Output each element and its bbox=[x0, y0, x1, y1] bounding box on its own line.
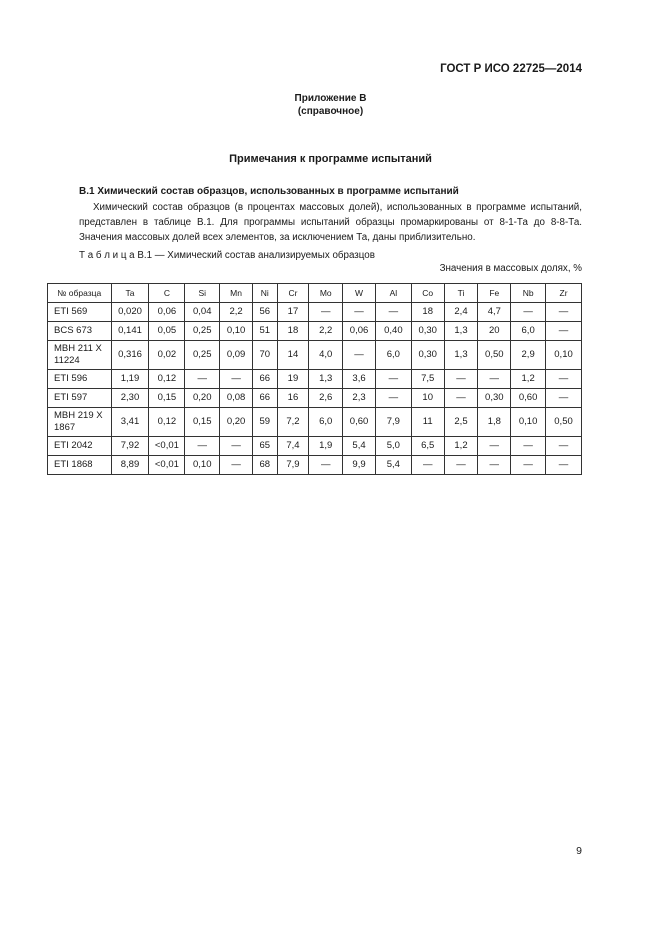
sample-name-cell: MBH 211 X 11224 bbox=[48, 341, 112, 370]
table-header-row bbox=[48, 284, 582, 303]
table-cell: — bbox=[478, 437, 511, 456]
table-cell: 7,5 bbox=[411, 370, 444, 389]
column-header: Ti bbox=[444, 284, 478, 303]
column-header: Ta bbox=[111, 284, 149, 303]
table-cell: 14 bbox=[277, 341, 309, 370]
table-cell: — bbox=[185, 370, 220, 389]
table-cell: 2,30 bbox=[111, 389, 149, 408]
table-cell: — bbox=[343, 341, 376, 370]
table-cell: 18 bbox=[411, 303, 444, 322]
table-cell: 0,06 bbox=[149, 303, 185, 322]
table-cell: — bbox=[546, 437, 582, 456]
table-cell: 7,9 bbox=[277, 456, 309, 475]
table-cell: 7,92 bbox=[111, 437, 149, 456]
table-cell: 1,3 bbox=[444, 341, 478, 370]
paragraph bbox=[79, 200, 582, 245]
table-cell: 6,0 bbox=[511, 322, 546, 341]
table-cell: — bbox=[511, 456, 546, 475]
table-cell: 19 bbox=[277, 370, 309, 389]
column-header: W bbox=[343, 284, 376, 303]
table-cell: 0,15 bbox=[149, 389, 185, 408]
table-cell: 1,2 bbox=[511, 370, 546, 389]
table-cell: 0,10 bbox=[185, 456, 220, 475]
table-cell: 0,141 bbox=[111, 322, 149, 341]
column-header: Mo bbox=[309, 284, 343, 303]
table-cell: — bbox=[343, 303, 376, 322]
table-cell: 2,2 bbox=[220, 303, 253, 322]
table-cell: — bbox=[220, 456, 253, 475]
table-cell: 0,15 bbox=[185, 408, 220, 437]
table-cell: 0,30 bbox=[411, 341, 444, 370]
table-cell: 0,04 bbox=[185, 303, 220, 322]
sample-name-cell: MBH 219 X 1867 bbox=[48, 408, 112, 437]
sample-name-cell: ETI 1868 bbox=[48, 456, 112, 475]
table-cell: 0,20 bbox=[220, 408, 253, 437]
table-cell: 5,4 bbox=[343, 437, 376, 456]
table-cell: 0,12 bbox=[149, 370, 185, 389]
table-cell: 65 bbox=[252, 437, 277, 456]
table-cell: 66 bbox=[252, 370, 277, 389]
table-cell: 6,0 bbox=[375, 341, 411, 370]
table-cell: — bbox=[220, 437, 253, 456]
sample-name-cell: ETI 597 bbox=[48, 389, 112, 408]
table-cell: 2,4 bbox=[444, 303, 478, 322]
table-cell: — bbox=[309, 303, 343, 322]
table-cell: 2,3 bbox=[343, 389, 376, 408]
subsection-heading: В.1 Химический состав образцов, использованных в программе испытаний bbox=[79, 186, 459, 197]
table-cell: 0,09 bbox=[220, 341, 253, 370]
table-body bbox=[48, 303, 582, 475]
appendix-title: Приложение В bbox=[294, 93, 367, 104]
table-cell: 1,8 bbox=[478, 408, 511, 437]
table-cell: 1,2 bbox=[444, 437, 478, 456]
table-cell: 0,316 bbox=[111, 341, 149, 370]
table-row bbox=[48, 303, 582, 322]
column-header: Cr bbox=[277, 284, 309, 303]
table-cell: — bbox=[546, 370, 582, 389]
table-cell: 0,25 bbox=[185, 322, 220, 341]
page-number: 9 bbox=[576, 845, 582, 857]
table-row bbox=[48, 456, 582, 475]
appendix-heading bbox=[0, 92, 661, 118]
column-header: № образца bbox=[48, 284, 112, 303]
table-cell: — bbox=[444, 389, 478, 408]
table-cell: 17 bbox=[277, 303, 309, 322]
table-cell: 7,2 bbox=[277, 408, 309, 437]
table-cell: — bbox=[546, 322, 582, 341]
table-cell: 0,60 bbox=[343, 408, 376, 437]
table-cell: 5,4 bbox=[375, 456, 411, 475]
sample-name-cell: ETI 2042 bbox=[48, 437, 112, 456]
table-cell: 5,0 bbox=[375, 437, 411, 456]
table-cell: <0,01 bbox=[149, 456, 185, 475]
column-header: Ni bbox=[252, 284, 277, 303]
table-row bbox=[48, 370, 582, 389]
table-cell: 11 bbox=[411, 408, 444, 437]
appendix-note: (справочное) bbox=[297, 106, 364, 117]
column-header: Zr bbox=[546, 284, 582, 303]
table-cell: — bbox=[511, 437, 546, 456]
table-row bbox=[48, 341, 582, 370]
table-cell: 66 bbox=[252, 389, 277, 408]
table-cell: 0,10 bbox=[220, 322, 253, 341]
table-cell: — bbox=[375, 370, 411, 389]
sample-name-cell: ETI 569 bbox=[48, 303, 112, 322]
table-cell: 0,50 bbox=[478, 341, 511, 370]
table-cell: 10 bbox=[411, 389, 444, 408]
table-cell: 0,50 bbox=[546, 408, 582, 437]
table-cell: 7,9 bbox=[375, 408, 411, 437]
table-cell: 2,9 bbox=[511, 341, 546, 370]
table-cell: 0,12 bbox=[149, 408, 185, 437]
table-cell: <0,01 bbox=[149, 437, 185, 456]
column-header: Mn bbox=[220, 284, 253, 303]
table-cell: — bbox=[546, 456, 582, 475]
table-cell: 3,6 bbox=[343, 370, 376, 389]
table-row bbox=[48, 322, 582, 341]
table-cell: 70 bbox=[252, 341, 277, 370]
table-cell: 0,60 bbox=[511, 389, 546, 408]
table-cell: 0,30 bbox=[478, 389, 511, 408]
composition-table bbox=[47, 283, 582, 475]
table-cell: 16 bbox=[277, 389, 309, 408]
column-header: C bbox=[149, 284, 185, 303]
table-cell: 0,20 bbox=[185, 389, 220, 408]
table-cell: 3,41 bbox=[111, 408, 149, 437]
table-cell: — bbox=[375, 389, 411, 408]
table-cell: — bbox=[511, 303, 546, 322]
column-header: Al bbox=[375, 284, 411, 303]
table-cell: 0,06 bbox=[343, 322, 376, 341]
table-caption: Т а б л и ц а В.1 — Химический состав анализируемых образцов bbox=[79, 250, 375, 261]
table-cell: — bbox=[185, 437, 220, 456]
table-cell: — bbox=[444, 456, 478, 475]
table-cell: 2,5 bbox=[444, 408, 478, 437]
table-cell: — bbox=[375, 303, 411, 322]
table-cell: 68 bbox=[252, 456, 277, 475]
table-cell: 56 bbox=[252, 303, 277, 322]
table-cell: 1,3 bbox=[444, 322, 478, 341]
table-cell: — bbox=[411, 456, 444, 475]
table-cell: 0,02 bbox=[149, 341, 185, 370]
table-cell: 6,0 bbox=[309, 408, 343, 437]
table-cell: — bbox=[478, 370, 511, 389]
table-cell: — bbox=[220, 370, 253, 389]
table-cell: 7,4 bbox=[277, 437, 309, 456]
column-header: Nb bbox=[511, 284, 546, 303]
table-row bbox=[48, 437, 582, 456]
table-cell: 4,0 bbox=[309, 341, 343, 370]
standard-code: ГОСТ Р ИСО 22725—2014 bbox=[440, 63, 582, 75]
column-header: Fe bbox=[478, 284, 511, 303]
table-cell: — bbox=[546, 303, 582, 322]
table-cell: 0,05 bbox=[149, 322, 185, 341]
sample-name-cell: ETI 596 bbox=[48, 370, 112, 389]
table-cell: 0,10 bbox=[546, 341, 582, 370]
table-cell: 51 bbox=[252, 322, 277, 341]
table-cell: 0,40 bbox=[375, 322, 411, 341]
table-cell: 1,19 bbox=[111, 370, 149, 389]
table-cell: 0,25 bbox=[185, 341, 220, 370]
table-cell: — bbox=[444, 370, 478, 389]
column-header: Co bbox=[411, 284, 444, 303]
table-cell: — bbox=[546, 389, 582, 408]
table-cell: 8,89 bbox=[111, 456, 149, 475]
paragraph-text: Химический состав образцов (в процентах массовых долей), использованных в программе испытаний, представлен в таблице В.1. Для программы испытаний образцы промаркированы от 8-1-Та до 8-8-Та. Значения массовых долей всех элементов, за исключением Та, даны приблизительно. bbox=[79, 202, 582, 243]
table-cell: 0,020 bbox=[111, 303, 149, 322]
table-cell: 20 bbox=[478, 322, 511, 341]
table-cell: 4,7 bbox=[478, 303, 511, 322]
table-head bbox=[48, 284, 582, 303]
section-title: Примечания к программе испытаний bbox=[229, 153, 432, 165]
table-cell: 2,2 bbox=[309, 322, 343, 341]
table-cell: 0,08 bbox=[220, 389, 253, 408]
table-cell: 9,9 bbox=[343, 456, 376, 475]
table-cell: — bbox=[309, 456, 343, 475]
column-header: Si bbox=[185, 284, 220, 303]
table-cell: 1,9 bbox=[309, 437, 343, 456]
sample-name-cell: BCS 673 bbox=[48, 322, 112, 341]
table-cell: 1,3 bbox=[309, 370, 343, 389]
table-cell: 59 bbox=[252, 408, 277, 437]
table-units: Значения в массовых долях, % bbox=[439, 263, 582, 274]
table-cell: 2,6 bbox=[309, 389, 343, 408]
table-cell: 6,5 bbox=[411, 437, 444, 456]
table-cell: 18 bbox=[277, 322, 309, 341]
table-row bbox=[48, 408, 582, 437]
table-cell: 0,30 bbox=[411, 322, 444, 341]
table-cell: — bbox=[478, 456, 511, 475]
table-cell: 0,10 bbox=[511, 408, 546, 437]
table-row bbox=[48, 389, 582, 408]
